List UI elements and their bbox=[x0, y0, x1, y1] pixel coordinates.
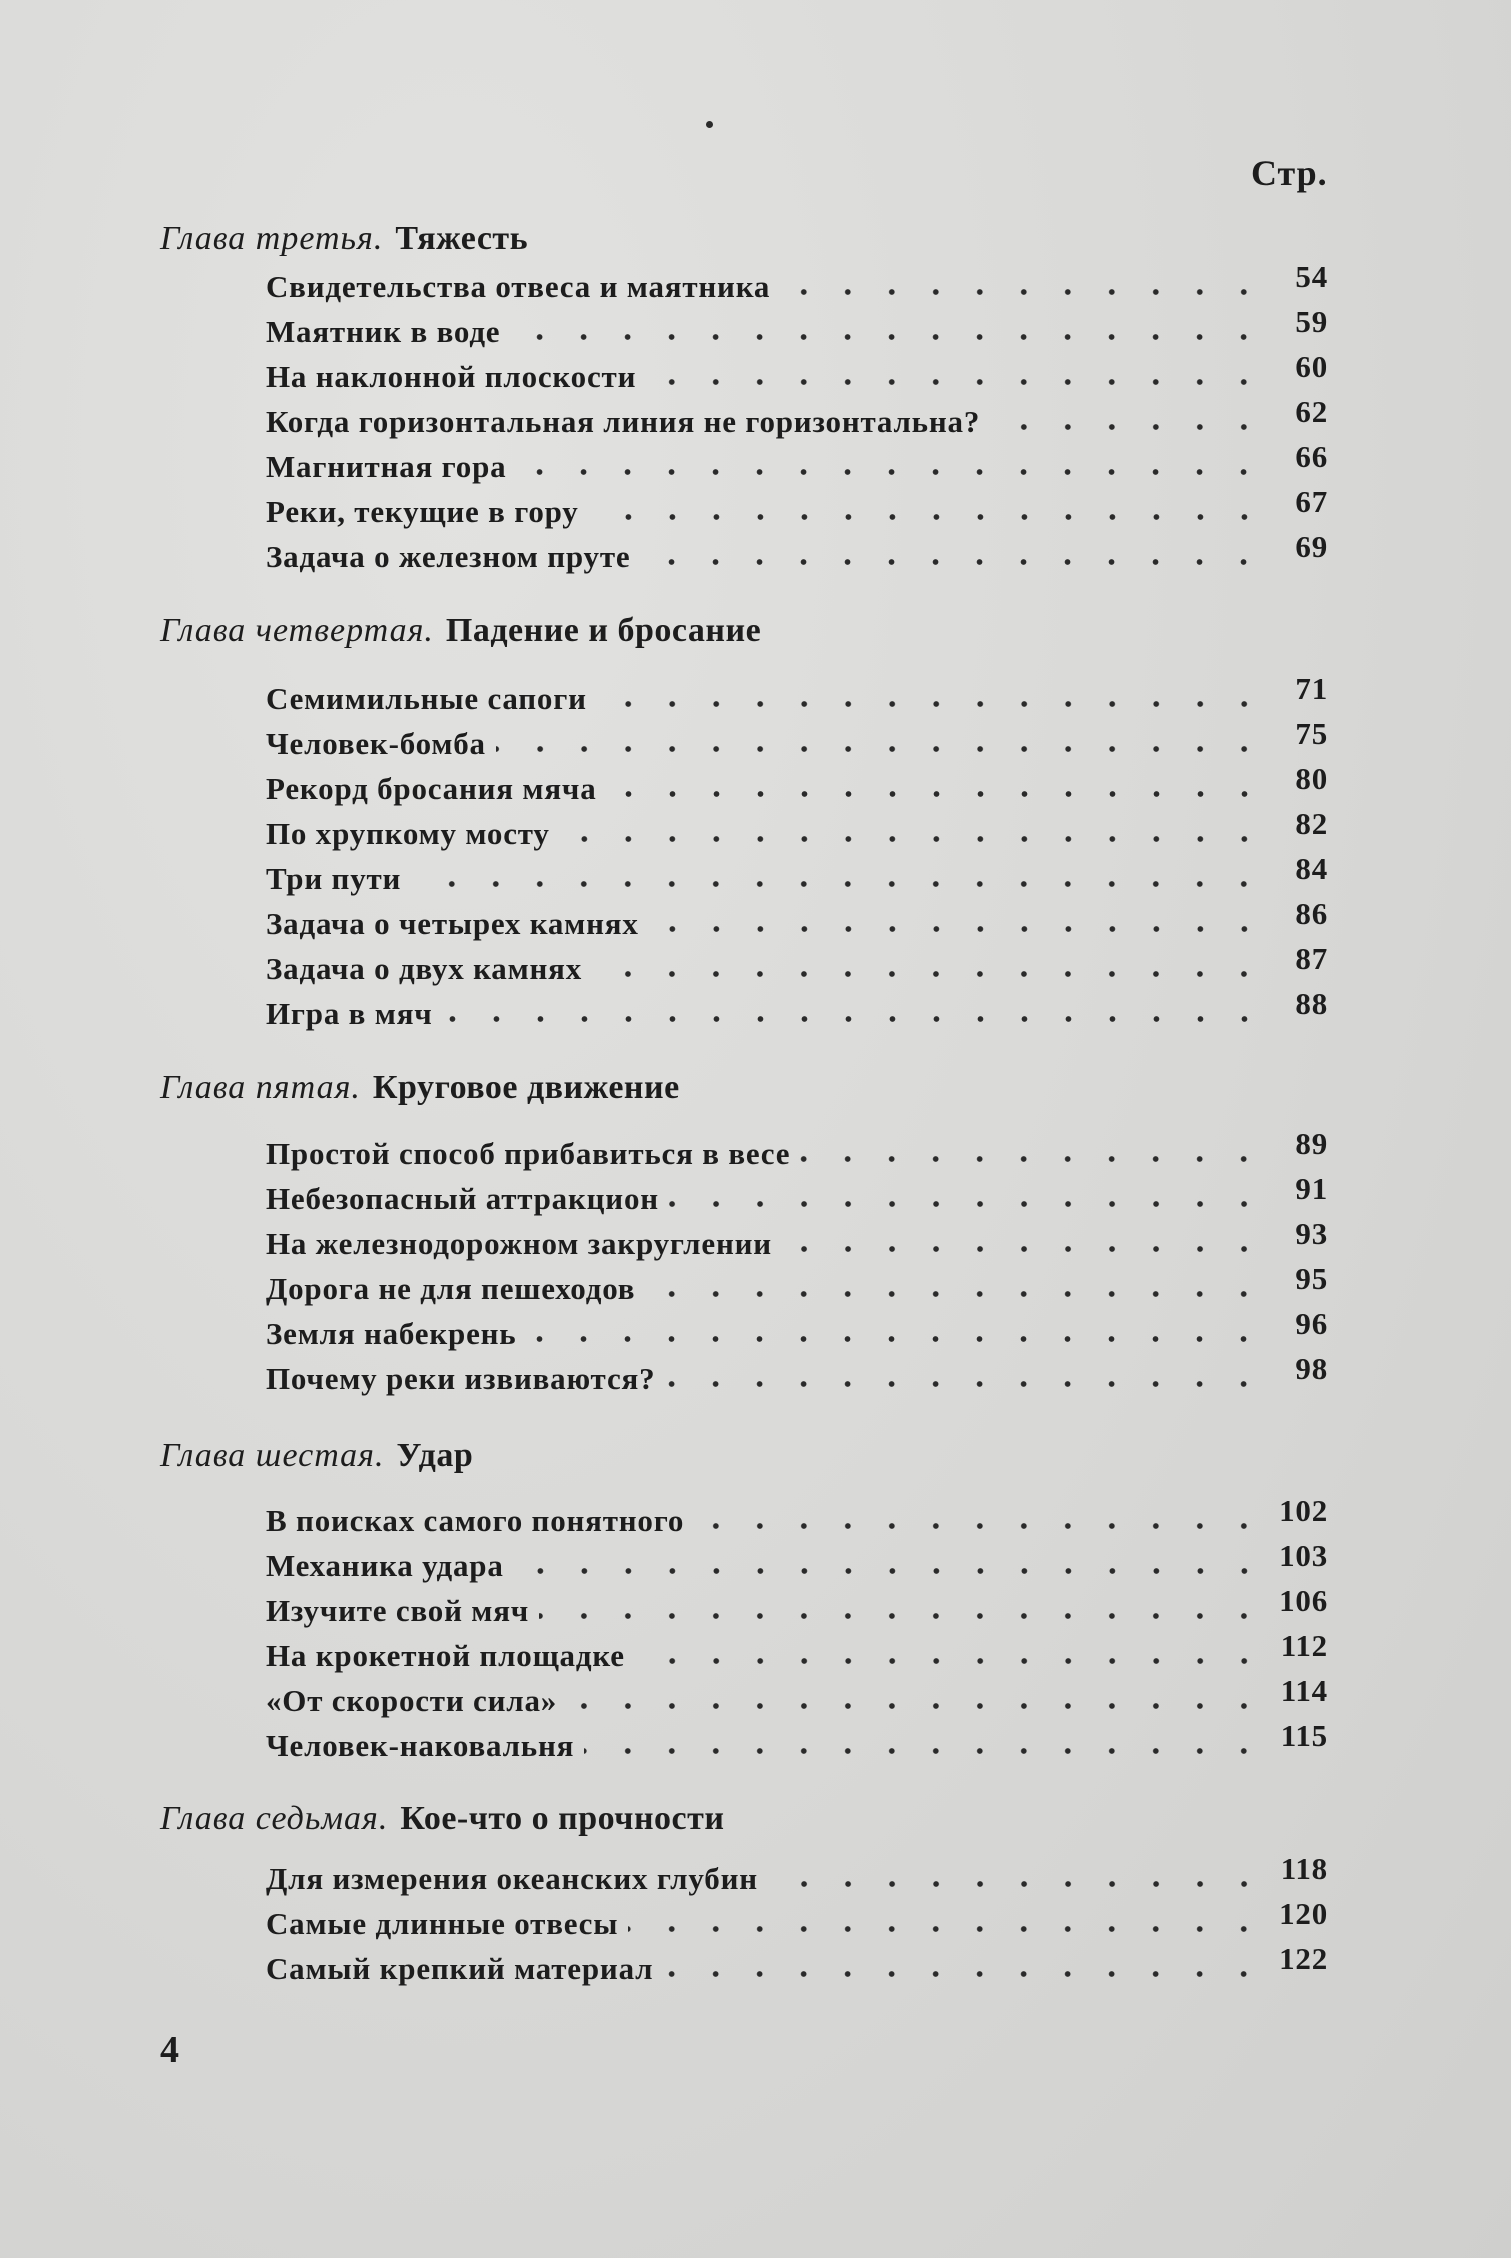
entry-page: 54 bbox=[1295, 259, 1328, 294]
entry-title: Задача о железном пруте bbox=[266, 539, 631, 574]
chapter-label: Глава четвертая. bbox=[160, 612, 434, 649]
dot-leader bbox=[589, 512, 1266, 522]
dot-leader bbox=[635, 1656, 1266, 1666]
dot-leader bbox=[663, 1969, 1266, 1979]
page-column-label: Стр. bbox=[1251, 153, 1328, 193]
toc-entry[interactable] bbox=[266, 1171, 1328, 1217]
entry-title: На наклонной плоскости bbox=[266, 359, 637, 394]
entry-page: 62 bbox=[1295, 394, 1328, 429]
entry-page: 60 bbox=[1295, 349, 1328, 384]
dot-leader bbox=[496, 744, 1266, 754]
entry-title: Маятник в воде bbox=[266, 314, 501, 349]
dot-leader bbox=[782, 1244, 1266, 1254]
entry-title: Простой способ прибавиться в весе bbox=[266, 1136, 791, 1171]
toc-entry[interactable] bbox=[266, 806, 1328, 852]
dot-leader bbox=[645, 1289, 1266, 1299]
print-speck bbox=[706, 121, 713, 128]
toc-entry[interactable] bbox=[266, 1851, 1328, 1897]
dot-leader bbox=[607, 789, 1267, 799]
entry-page: 75 bbox=[1295, 716, 1328, 751]
dot-leader bbox=[560, 834, 1266, 844]
dot-leader bbox=[567, 1701, 1266, 1711]
entry-page: 89 bbox=[1295, 1126, 1328, 1161]
entry-title: Рекорд бросания мяча bbox=[266, 771, 597, 806]
chapter-name: Круговое движение bbox=[372, 1069, 680, 1106]
dot-leader bbox=[768, 1879, 1266, 1889]
dot-leader bbox=[510, 332, 1266, 342]
entry-page: 95 bbox=[1295, 1261, 1328, 1296]
dot-leader bbox=[592, 969, 1266, 979]
entry-page: 67 bbox=[1295, 484, 1328, 519]
chapter-heading bbox=[160, 612, 761, 650]
entry-title: Для измерения океанских глубин bbox=[266, 1861, 758, 1896]
toc-entry[interactable] bbox=[266, 439, 1328, 485]
entry-title: Три пути bbox=[266, 861, 402, 896]
dot-leader bbox=[516, 467, 1266, 477]
toc-entry[interactable] bbox=[266, 1583, 1328, 1629]
entry-page: 69 bbox=[1295, 529, 1328, 564]
entry-page: 88 bbox=[1295, 986, 1328, 1021]
toc-entry[interactable] bbox=[266, 1896, 1328, 1942]
toc-entry[interactable] bbox=[266, 484, 1328, 530]
entry-title: На железнодорожном закруглении bbox=[266, 1226, 772, 1261]
entry-title: Самый крепкий материал bbox=[266, 1951, 654, 1986]
entry-title: В поисках самого понятного bbox=[266, 1503, 685, 1538]
chapter-label: Глава седьмая. bbox=[160, 1800, 389, 1837]
toc-entry[interactable] bbox=[266, 716, 1328, 762]
dot-leader bbox=[694, 1521, 1266, 1531]
dot-leader bbox=[800, 1154, 1266, 1164]
entry-title: Самые длинные отвесы bbox=[266, 1906, 619, 1941]
toc-entry[interactable] bbox=[266, 1718, 1328, 1764]
toc-entry[interactable] bbox=[266, 394, 1328, 440]
entry-page: 59 bbox=[1295, 304, 1328, 339]
page-number: 4 bbox=[160, 2029, 179, 2071]
entry-page: 96 bbox=[1295, 1306, 1328, 1341]
toc-entry[interactable] bbox=[266, 1941, 1328, 1987]
toc-entry[interactable] bbox=[266, 1351, 1328, 1397]
chapter-heading bbox=[160, 1437, 473, 1475]
entry-title: Свидетельства отвеса и маятника bbox=[266, 269, 771, 304]
dot-leader bbox=[526, 1334, 1266, 1344]
entry-title: Когда горизонтальная линия не горизонтальна? bbox=[266, 404, 981, 439]
entry-page: 102 bbox=[1279, 1493, 1328, 1528]
entry-page: 122 bbox=[1279, 1941, 1328, 1976]
entry-title: Земля набекрень bbox=[266, 1316, 517, 1351]
dot-leader bbox=[649, 924, 1266, 934]
entry-page: 82 bbox=[1295, 806, 1328, 841]
entry-title: «От скорости сила» bbox=[266, 1683, 558, 1718]
toc-entry[interactable] bbox=[266, 1493, 1328, 1539]
toc-entry[interactable] bbox=[266, 349, 1328, 395]
chapter-label: Глава пятая. bbox=[160, 1069, 361, 1106]
chapter-name: Кое-что о прочности bbox=[400, 1800, 725, 1837]
dot-leader bbox=[411, 879, 1266, 889]
entry-title: Дорога не для пешеходов bbox=[266, 1271, 636, 1306]
dot-leader bbox=[443, 1014, 1266, 1024]
entry-page: 87 bbox=[1295, 941, 1328, 976]
dot-leader bbox=[514, 1566, 1266, 1576]
entry-page: 91 bbox=[1295, 1171, 1328, 1206]
entry-title: Человек-наковальня bbox=[266, 1728, 575, 1763]
entry-title: Почему реки извиваются? bbox=[266, 1361, 656, 1396]
entry-page: 114 bbox=[1280, 1673, 1328, 1708]
toc-entry[interactable] bbox=[266, 1261, 1328, 1307]
dot-leader bbox=[597, 699, 1266, 709]
entry-title: Механика удара bbox=[266, 1548, 504, 1583]
toc-entry[interactable] bbox=[266, 304, 1328, 350]
entry-page: 115 bbox=[1280, 1718, 1328, 1753]
entry-page: 66 bbox=[1295, 439, 1328, 474]
entry-title: Задача о четырех камнях bbox=[266, 906, 639, 941]
entry-page: 118 bbox=[1280, 1851, 1328, 1886]
entry-title: По хрупкому мосту bbox=[266, 816, 550, 851]
chapter-label: Глава шестая. bbox=[160, 1437, 385, 1474]
entry-page: 120 bbox=[1279, 1896, 1328, 1931]
dot-leader bbox=[628, 1924, 1266, 1934]
entry-page: 106 bbox=[1279, 1583, 1328, 1618]
toc-entry[interactable] bbox=[266, 671, 1328, 717]
toc-entry[interactable] bbox=[266, 1538, 1328, 1584]
toc-entry[interactable] bbox=[266, 986, 1328, 1032]
dot-leader bbox=[990, 422, 1266, 432]
chapter-heading bbox=[160, 1069, 680, 1107]
entry-title: Изучите свой мяч bbox=[266, 1593, 530, 1628]
chapter-label: Глава третья. bbox=[160, 220, 384, 257]
entry-page: 80 bbox=[1295, 761, 1328, 796]
toc-entry[interactable] bbox=[266, 761, 1328, 807]
entry-title: Человек-бомба bbox=[266, 726, 486, 761]
entry-page: 103 bbox=[1279, 1538, 1328, 1573]
toc-entry[interactable] bbox=[266, 896, 1328, 942]
toc-entry[interactable] bbox=[266, 529, 1328, 575]
dot-leader bbox=[669, 1199, 1266, 1209]
entry-page: 93 bbox=[1295, 1216, 1328, 1251]
dot-leader bbox=[584, 1746, 1266, 1756]
dot-leader bbox=[640, 557, 1266, 567]
chapter-name: Удар bbox=[396, 1437, 474, 1474]
entry-title: Небезопасный аттракцион bbox=[266, 1181, 659, 1216]
entry-page: 112 bbox=[1280, 1628, 1328, 1663]
chapter-name: Тяжесть bbox=[395, 220, 529, 257]
toc-entry[interactable] bbox=[266, 851, 1328, 897]
toc-entry[interactable] bbox=[266, 1216, 1328, 1262]
toc-entry[interactable] bbox=[266, 1673, 1328, 1719]
dot-leader bbox=[646, 377, 1266, 387]
entry-title: Магнитная гора bbox=[266, 449, 507, 484]
chapter-heading bbox=[160, 1800, 724, 1838]
dot-leader bbox=[539, 1611, 1266, 1621]
dot-leader bbox=[665, 1379, 1266, 1389]
entry-title: Игра в мяч bbox=[266, 996, 433, 1031]
chapter-heading bbox=[160, 220, 528, 258]
entry-title: Реки, текущие в гору bbox=[266, 494, 579, 529]
entry-title: Задача о двух камнях bbox=[266, 951, 583, 986]
toc-entry[interactable] bbox=[266, 1126, 1328, 1172]
toc-entry[interactable] bbox=[266, 259, 1328, 305]
dot-leader bbox=[780, 287, 1266, 297]
toc-entry[interactable] bbox=[266, 1628, 1328, 1674]
chapter-name: Падение и бросание bbox=[445, 612, 762, 649]
toc-entry[interactable] bbox=[266, 1306, 1328, 1352]
toc-entry[interactable] bbox=[266, 941, 1328, 987]
entry-title: Семимильные сапоги bbox=[266, 681, 587, 716]
entry-title: На крокетной площадке bbox=[266, 1638, 625, 1673]
entry-page: 71 bbox=[1295, 671, 1328, 706]
entry-page: 98 bbox=[1295, 1351, 1328, 1386]
entry-page: 86 bbox=[1295, 896, 1328, 931]
entry-page: 84 bbox=[1295, 851, 1328, 886]
